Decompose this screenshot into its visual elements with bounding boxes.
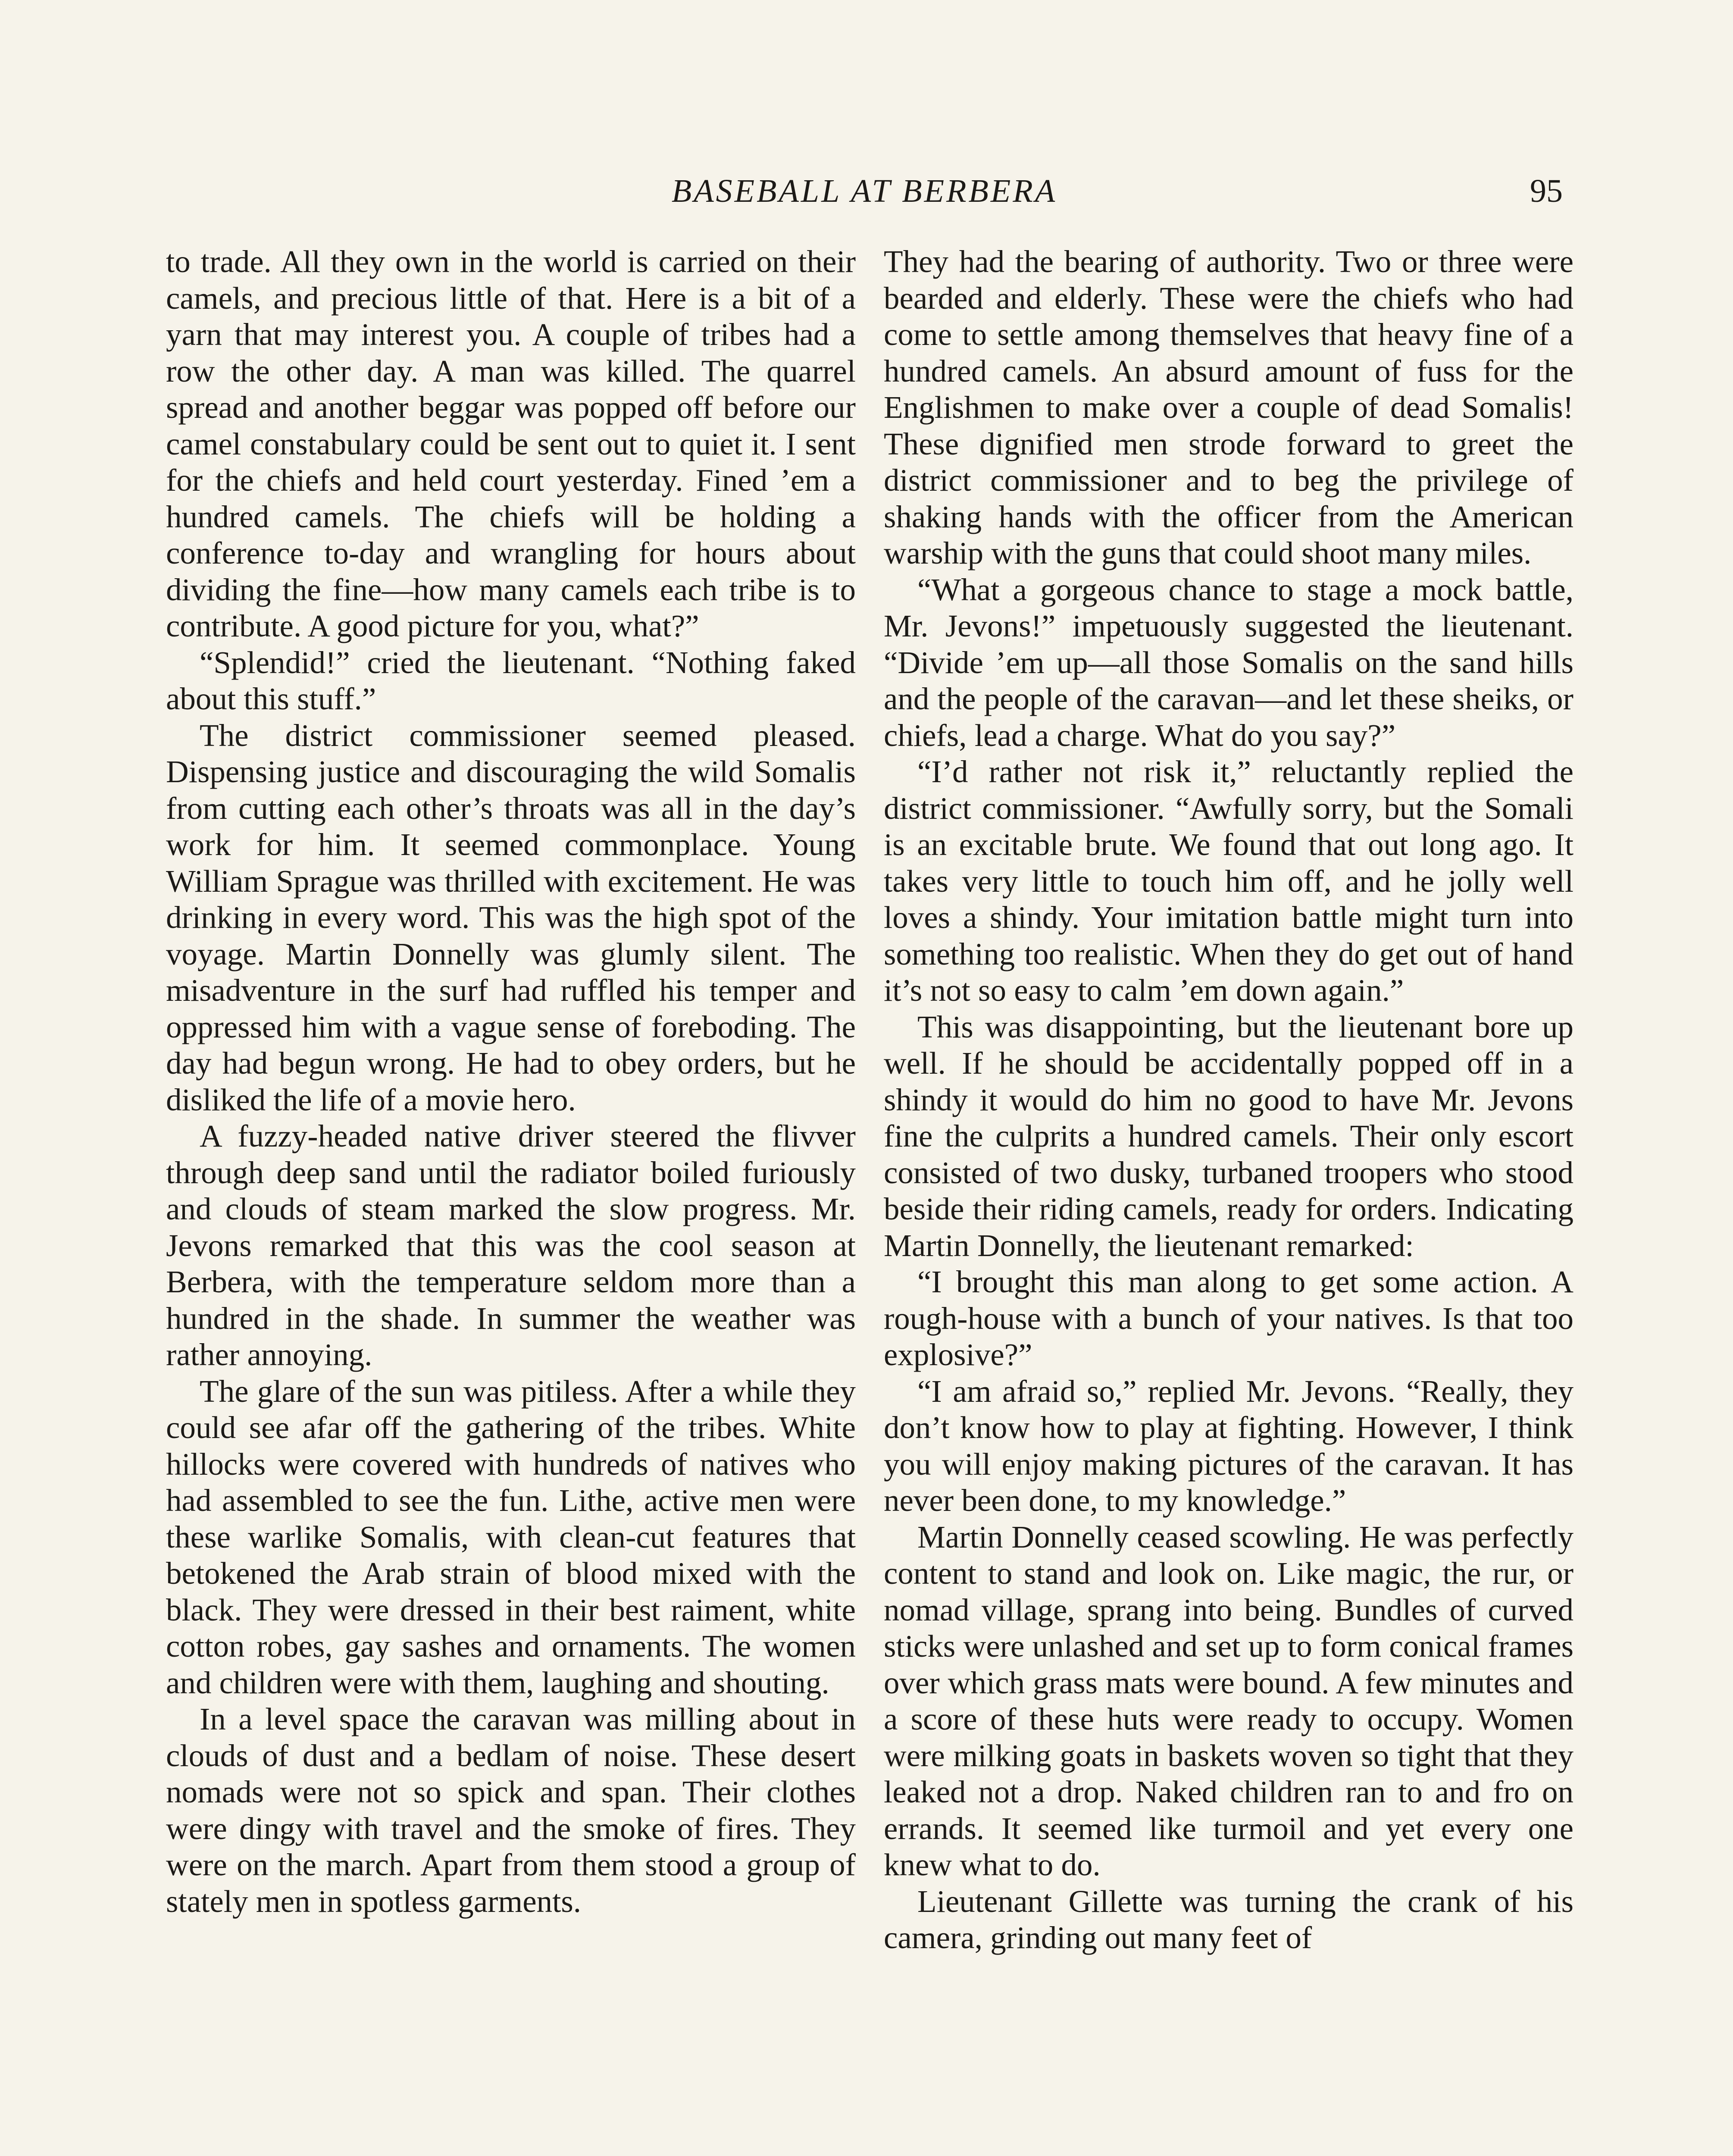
page-number: 95 — [1530, 173, 1563, 209]
paragraph: This was disappointing, but the lieutenant bore up well. If he should be accidentally popped off in a shindy it would do him no good to have Mr. Jevons fine the culprits a hundred camels. Their only escort consisted of two dusky, turbaned troopers who stood beside their riding camels, ready for orders. Indicating Martin Donnelly, the lieutenant remarked: — [884, 1009, 1573, 1263]
paragraph: A fuzzy-headed native driver steered the flivver through deep sand until the radiator boiled furiously and clouds of steam marked the slow progress. Mr. Jevons remarked that this was the cool season at Berbera, with the temperature seldom more than a hundred in the shade. In summer the weather was rather annoying. — [166, 1119, 856, 1372]
right-column — [884, 244, 1573, 1956]
paragraph: “Splendid!” cried the lieutenant. “Nothing faked about this stuff.” — [166, 645, 856, 716]
paragraph: In a level space the caravan was milling about in clouds of dust and a bedlam of noise. These desert nomads were not so spick and span. Their clothes were dingy with travel and the smoke of fires. They were on the march. Apart from them stood a group of stately men in spotless garments. — [166, 1702, 856, 1919]
paragraph: “I am afraid so,” replied Mr. Jevons. “Really, they don’t know how to play at fighting. However, I think you will enjoy making pictures of the caravan. It has never been done, to my knowledge.” — [884, 1373, 1573, 1518]
paragraph: Lieutenant Gillette was turning the crank of his camera, grinding out many feet of — [884, 1883, 1573, 1955]
left-column — [166, 244, 856, 1920]
paragraph: They had the bearing of authority. Two or three were bearded and elderly. These were the chiefs who had come to settle among themselves that heavy fine of a hundred camels. An absurd amount of fuss for the Englishmen to make over a couple of dead Somalis! These dignified men strode forward to greet the district commissioner and to beg the privilege of shaking hands with the officer from the American warship with the guns that could shoot many miles. — [884, 244, 1573, 570]
paragraph: “I’d rather not risk it,” reluctantly replied the district commissioner. “Awfully sorry, but the Somali is an excitable brute. We found that out long ago. It takes very little to touch him off, and he jolly well loves a shindy. Your imitation battle might turn into something too realistic. When they do get out of hand it’s not so easy to calm ’em down again.” — [884, 754, 1573, 1008]
paragraph: The district commissioner seemed pleased. Dispensing justice and discouraging the wild Somalis from cutting each other’s throats was all in the day’s work for him. It seemed commonplace. Young William Sprague was thrilled with excitement. He was drinking in every word. This was the high spot of the voyage. Martin Donnelly was glumly silent. The misadventure in the surf had ruffled his temper and oppressed him with a vague sense of foreboding. The day had begun wrong. He had to obey orders, but he disliked the life of a movie hero. — [166, 718, 856, 1117]
page-header — [166, 167, 1563, 215]
paragraph: “What a gorgeous chance to stage a mock battle, Mr. Jevons!” impetuously suggested the lieutenant. “Divide ’em up—all those Somalis on the sand hills and the people of the caravan—and let these sheiks, or chiefs, lead a charge. What do you say?” — [884, 572, 1573, 753]
paragraph: to trade. All they own in the world is carried on their camels, and precious little of that. Here is a bit of a yarn that may interest you. A couple of tribes had a row the other day. A man was killed. The quarrel spread and another beggar was popped off before our camel constabulary could be sent out to quiet it. I sent for the chiefs and held court yesterday. Fined ’em a hundred camels. The chiefs will be holding a conference to-day and wrangling for hours about dividing the fine—how many camels each tribe is to contribute. A good picture for you, what?” — [166, 244, 856, 643]
paragraph: The glare of the sun was pitiless. After a while they could see afar off the gathering of the tribes. White hillocks were covered with hundreds of natives who had assembled to see the fun. Lithe, active men were these warlike Somalis, with clean-cut features that betokened the Arab strain of blood mixed with the black. They were dressed in their best raiment, white cotton robes, gay sashes and ornaments. The women and children were with them, laughing and shouting. — [166, 1373, 856, 1700]
running-title: BASEBALL AT BERBERA — [671, 173, 1057, 209]
paragraph: “I brought this man along to get some action. A rough-house with a bunch of your natives. Is that too explosive?” — [884, 1264, 1573, 1372]
paragraph: Martin Donnelly ceased scowling. He was perfectly content to stand and look on. Like magic, the rur, or nomad village, sprang into being. Bundles of curved sticks were unlashed and set up to form conical frames over which grass mats were bound. A few minutes and a score of these huts were ready to occupy. Women were milking goats in baskets woven so tight that they leaked not a drop. Naked children ran to and fro on errands. It seemed like turmoil and yet every one knew what to do. — [884, 1519, 1573, 1882]
